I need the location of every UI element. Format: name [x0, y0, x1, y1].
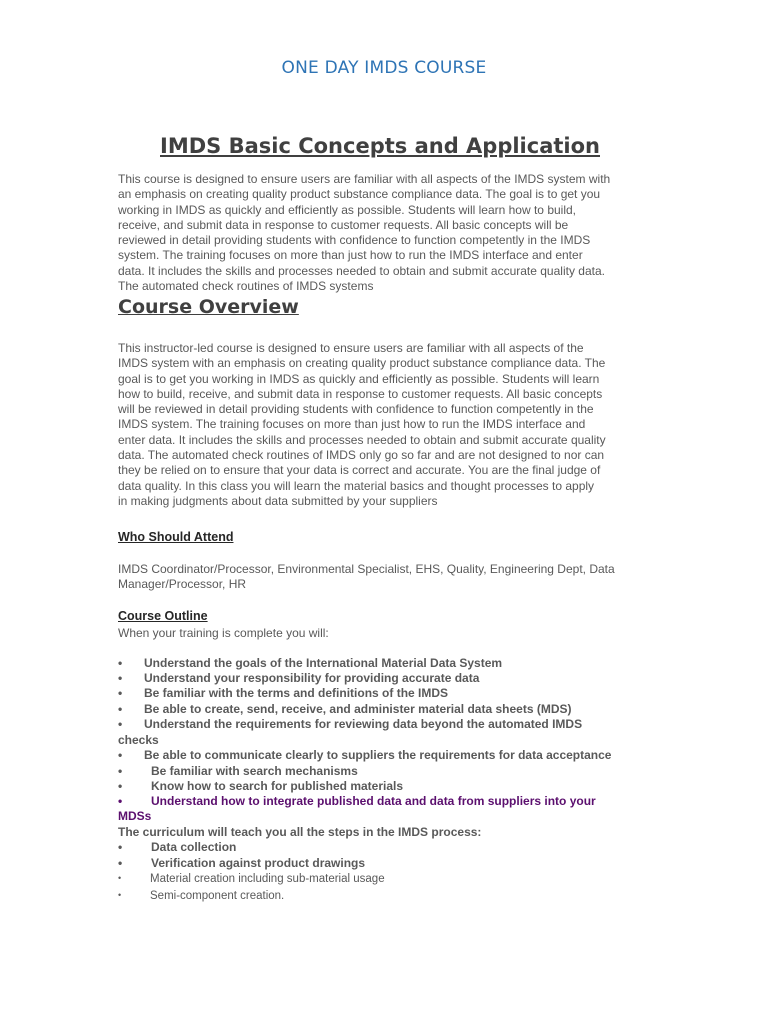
list-item: • Be able to create, send, receive, and administer material data sheets (MDS) — [118, 702, 572, 716]
list-item: • Know how to search for published materials — [118, 779, 404, 793]
bullet-icon: • — [118, 873, 122, 883]
bullet-icon: • — [118, 856, 123, 870]
text-line: data. The automated check routines of IMDS only go so far and are not designed to nor can — [118, 448, 605, 463]
list-item: • Understand how to integrate published data and data from suppliers into your — [118, 794, 596, 808]
text-line: Manager/Processor, HR — [118, 577, 247, 592]
bullet-icon: • — [118, 717, 123, 731]
bullet-icon: • — [118, 671, 123, 685]
list-item-continuation: checks — [118, 733, 159, 747]
list-item: • Understand the goals of the International Material Data System — [118, 656, 503, 670]
course-outline-heading: Course Outline — [118, 609, 208, 623]
text-line: an emphasis on creating quality product substance compliance data. The goal is to get you — [118, 187, 601, 202]
bullet-icon: • — [118, 686, 123, 700]
text-line: they be relied on to ensure that your data is correct and accurate. You are the final judge of — [118, 463, 601, 478]
outline-intro: When your training is complete you will: — [118, 626, 329, 640]
text-line: data. It includes the skills and processes needed to obtain and submit accurate quality data. — [118, 263, 605, 278]
text-line: IMDS system. The training focuses on more than just how to run the IMDS interface and — [118, 417, 586, 432]
text-line: This instructor-led course is designed to ensure users are familiar with all aspects of the — [118, 341, 584, 355]
bullet-icon: • — [118, 794, 123, 808]
course-overview-heading: Course Overview — [118, 296, 299, 318]
list-item: • Material creation including sub-material usage — [118, 873, 385, 885]
bullet-icon: • — [118, 656, 123, 670]
intro-paragraph — [118, 172, 658, 294]
text-line: will be reviewed in detail providing students with confidence to function competently in the — [118, 402, 594, 417]
list-item: • Understand the requirements for reviewing data beyond the automated IMDS — [118, 717, 583, 731]
bullet-icon: • — [118, 890, 122, 900]
list-item: • Be able to communicate clearly to suppliers the requirements for data acceptance — [118, 748, 612, 762]
text-line: enter data. It includes the skills and processes needed to obtain and submit accurate quality — [118, 432, 606, 447]
main-heading: IMDS Basic Concepts and Application — [160, 134, 600, 158]
list-item-continuation: MDSs — [118, 809, 152, 823]
bullet-icon: • — [118, 702, 123, 716]
text-line: in making judgments about data submitted by your suppliers — [118, 493, 438, 508]
text-line: The automated check routines of IMDS systems — [118, 279, 374, 294]
curriculum-intro: The curriculum will teach you all the steps in the IMDS process: — [118, 825, 482, 839]
list-item: • Semi-component creation. — [118, 890, 285, 902]
overview-paragraph — [118, 341, 658, 509]
page-title: ONE DAY IMDS COURSE — [281, 58, 487, 78]
text-line: IMDS system with an emphasis on creating quality product substance compliance data. The — [118, 356, 606, 371]
text-line: data quality. In this class you will learn the material basics and thought processes to apply — [118, 478, 595, 493]
who-should-attend-text — [118, 562, 658, 593]
list-item: • Understand your responsibility for providing accurate data — [118, 671, 480, 685]
bullet-icon: • — [118, 764, 123, 778]
text-line: receive, and submit data in response to customer requests. All basic concepts will be — [118, 217, 569, 232]
list-item: • Be familiar with the terms and definitions of the IMDS — [118, 686, 449, 700]
list-item: • Be familiar with search mechanisms — [118, 764, 358, 778]
text-line: goal is to get you working in IMDS as quickly and efficiently as possible. Students will learn — [118, 371, 600, 386]
bullet-icon: • — [118, 748, 123, 762]
who-should-attend-heading: Who Should Attend — [118, 530, 234, 544]
text-line: system. The training focuses on more than just how to run the IMDS interface and enter — [118, 248, 583, 263]
bullet-icon: • — [118, 779, 123, 793]
bullet-icon: • — [118, 840, 123, 854]
text-line: how to build, receive, and submit data in response to customer requests. All basic concepts — [118, 386, 603, 401]
text-line: reviewed in detail providing students with confidence to function competently in the IMDS — [118, 233, 591, 248]
text-line: This course is designed to ensure users are familiar with all aspects of the IMDS system with — [118, 172, 611, 186]
list-item: • Verification against product drawings — [118, 856, 366, 870]
text-line: IMDS Coordinator/Processor, Environmental Specialist, EHS, Quality, Engineering Dept, Data — [118, 562, 615, 576]
text-line: working in IMDS as quickly and efficiently as possible. Students will learn how to build, — [118, 202, 577, 217]
list-item: • Data collection — [118, 840, 237, 854]
